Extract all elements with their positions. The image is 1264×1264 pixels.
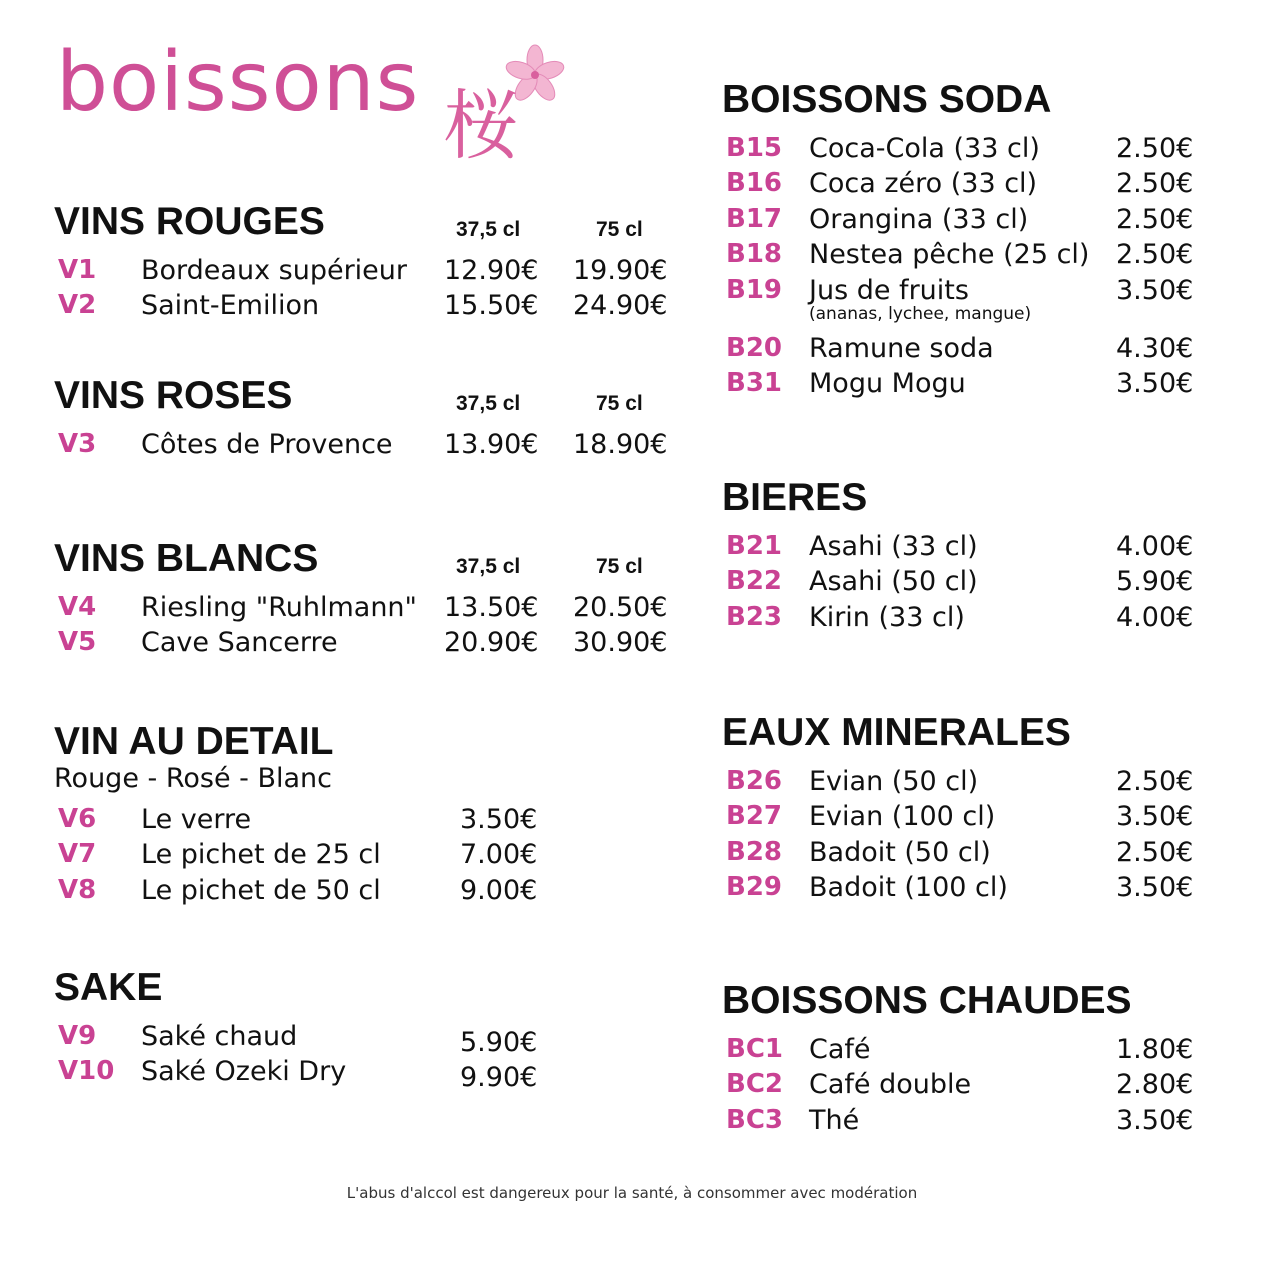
item-name: Asahi (50 cl) [809, 566, 978, 598]
item-code: V5 [58, 627, 97, 658]
item-code: B23 [726, 601, 782, 632]
item-code: V10 [58, 1056, 115, 1087]
footer-disclaimer: L'abus d'alccol est dangereux pour la santé, à consommer avec modération [346, 1184, 918, 1202]
list-item [54, 837, 694, 872]
list-item [54, 590, 694, 625]
list-item [722, 835, 1222, 870]
section-title: EAUX MINERALES [722, 711, 1071, 754]
list-item [722, 237, 1222, 272]
item-price: 4.00€ [1116, 531, 1194, 562]
section-sake [54, 966, 694, 1094]
section-title: VIN AU DETAIL [54, 720, 334, 763]
item-code: B26 [726, 766, 782, 796]
item-name: Thé [809, 1104, 860, 1136]
item-price-75cl: 20.50€ [573, 592, 668, 623]
item-price: 5.90€ [1116, 566, 1194, 598]
item-code: B21 [726, 531, 782, 561]
item-name: Bordeaux supérieur [141, 255, 407, 286]
item-code: B31 [726, 367, 782, 398]
item-price: 9.00€ [460, 874, 538, 906]
item-price: 2.50€ [1116, 766, 1194, 797]
item-price-37cl: 12.90€ [444, 255, 539, 286]
item-code: B19 [726, 274, 782, 305]
item-code: B28 [726, 836, 782, 867]
item-name: Le pichet de 50 cl [141, 874, 381, 906]
item-name: Badoit (50 cl) [809, 836, 991, 868]
item-code: BC1 [726, 1034, 783, 1064]
list-item [722, 1103, 1222, 1138]
item-price: 2.50€ [1116, 239, 1194, 271]
list-item [54, 427, 694, 462]
item-code: BC3 [726, 1104, 783, 1135]
item-code: B22 [726, 566, 782, 597]
column-header-75cl: 75 cl [596, 392, 643, 415]
list-item [722, 202, 1222, 237]
list-item [722, 1067, 1222, 1102]
section-bieres [722, 478, 1222, 635]
item-name: Orangina (33 cl) [809, 203, 1029, 235]
item-price: 3.50€ [1116, 1104, 1194, 1136]
item-name: Coca-Cola (33 cl) [809, 133, 1040, 164]
list-item [54, 625, 694, 660]
item-price: 2.80€ [1116, 1069, 1194, 1101]
list-item [54, 288, 694, 323]
item-price: 2.50€ [1116, 203, 1194, 235]
list-item [722, 273, 1222, 331]
item-code: V1 [58, 255, 97, 285]
item-price: 4.30€ [1116, 332, 1194, 364]
item-name: Le verre [141, 804, 252, 835]
item-name: Badoit (100 cl) [809, 872, 1008, 904]
item-code: V8 [58, 874, 97, 905]
item-name: Côtes de Provence [141, 429, 393, 460]
item-code: BC2 [726, 1069, 783, 1100]
section-eaux-minerales [722, 713, 1222, 906]
item-price-37cl: 13.50€ [444, 592, 539, 623]
item-name: Evian (100 cl) [809, 801, 996, 833]
item-name: Evian (50 cl) [809, 766, 979, 797]
column-header-37cl: 37,5 cl [456, 555, 521, 578]
section-vins-roses [54, 376, 694, 462]
item-code: V6 [58, 804, 97, 834]
item-price: 3.50€ [1116, 872, 1194, 904]
item-code: V2 [58, 290, 97, 321]
item-price: 4.00€ [1116, 601, 1194, 633]
column-header-37cl: 37,5 cl [456, 392, 521, 415]
item-name: Cave Sancerre [141, 627, 338, 659]
item-name: Saint-Emilion [141, 290, 320, 322]
list-item [722, 331, 1222, 366]
list-item [722, 1032, 1222, 1067]
item-code: V4 [58, 592, 97, 622]
item-name: Saké Ozeki Dry [141, 1056, 347, 1088]
item-code: B17 [726, 203, 782, 234]
item-name: Mogu Mogu [809, 367, 966, 399]
section-title: VINS ROUGES [54, 200, 325, 243]
list-item [54, 873, 694, 908]
item-name: Ramune soda [809, 332, 994, 364]
item-price: 2.50€ [1116, 133, 1194, 164]
item-code: V9 [58, 1021, 97, 1051]
section-boissons-chaudes [722, 981, 1222, 1138]
list-item [722, 529, 1222, 564]
item-note: (ananas, lychee, mangue) [809, 303, 1032, 324]
item-price: 3.50€ [1116, 367, 1194, 399]
item-name: Saké chaud [141, 1021, 298, 1052]
column-header-75cl: 75 cl [596, 555, 643, 578]
section-title: BIERES [722, 476, 868, 519]
section-vin-au-detail [54, 722, 694, 908]
section-vins-rouges [54, 202, 694, 324]
item-price-75cl: 18.90€ [573, 429, 668, 460]
item-name: Coca zéro (33 cl) [809, 168, 1038, 200]
item-price-75cl: 24.90€ [573, 290, 668, 322]
list-item [722, 131, 1222, 166]
sakura-kanji: 桜 [443, 81, 519, 170]
item-name: Nestea pêche (25 cl) [809, 239, 1090, 271]
item-name: Jus de fruits [809, 274, 969, 306]
list-item [54, 1054, 694, 1094]
item-code: B15 [726, 133, 782, 163]
item-code: B16 [726, 168, 782, 199]
section-title: VINS ROSES [54, 374, 293, 417]
item-price-37cl: 15.50€ [444, 290, 539, 322]
list-item [54, 253, 694, 288]
section-title: SAKE [54, 966, 163, 1009]
list-item [54, 802, 694, 837]
item-name: Asahi (33 cl) [809, 531, 978, 562]
item-price-75cl: 19.90€ [573, 255, 668, 286]
item-price: 1.80€ [1116, 1034, 1194, 1065]
item-price: 3.50€ [1116, 274, 1194, 306]
item-price-75cl: 30.90€ [573, 627, 668, 659]
list-item [722, 366, 1222, 401]
section-title: BOISSONS CHAUDES [722, 979, 1132, 1022]
column-header-75cl: 75 cl [596, 218, 643, 241]
item-price: 7.00€ [460, 839, 538, 871]
item-name: Café double [809, 1069, 972, 1101]
list-item [722, 870, 1222, 905]
item-code: V3 [58, 429, 97, 459]
item-name: Kirin (33 cl) [809, 601, 965, 633]
list-item [722, 799, 1222, 834]
item-price: 3.50€ [460, 804, 538, 835]
section-vins-blancs [54, 539, 694, 661]
section-subtitle: Rouge - Rosé - Blanc [54, 763, 333, 794]
item-price: 3.50€ [1116, 801, 1194, 833]
item-code: B20 [726, 332, 782, 363]
item-code: V7 [58, 839, 97, 870]
list-item [722, 764, 1222, 799]
item-code: B29 [726, 872, 782, 903]
list-item [722, 600, 1222, 635]
item-name: Café [809, 1034, 871, 1065]
section-boissons-soda [722, 80, 1222, 401]
list-item [722, 166, 1222, 201]
item-price-37cl: 20.90€ [444, 627, 539, 659]
section-title: VINS BLANCS [54, 537, 319, 580]
section-title: BOISSONS SODA [722, 78, 1052, 121]
item-price: 5.90€ [460, 1027, 538, 1058]
item-price-37cl: 13.90€ [444, 429, 539, 460]
page-title: boissons [56, 35, 420, 130]
item-name: Le pichet de 25 cl [141, 839, 381, 871]
column-header-37cl: 37,5 cl [456, 218, 521, 241]
item-price: 2.50€ [1116, 836, 1194, 868]
item-price: 2.50€ [1116, 168, 1194, 200]
item-name: Riesling "Ruhlmann" [141, 592, 417, 623]
list-item [54, 1019, 694, 1058]
list-item [722, 564, 1222, 599]
item-code: B27 [726, 801, 782, 832]
item-code: B18 [726, 239, 782, 270]
item-price: 9.90€ [460, 1062, 538, 1094]
